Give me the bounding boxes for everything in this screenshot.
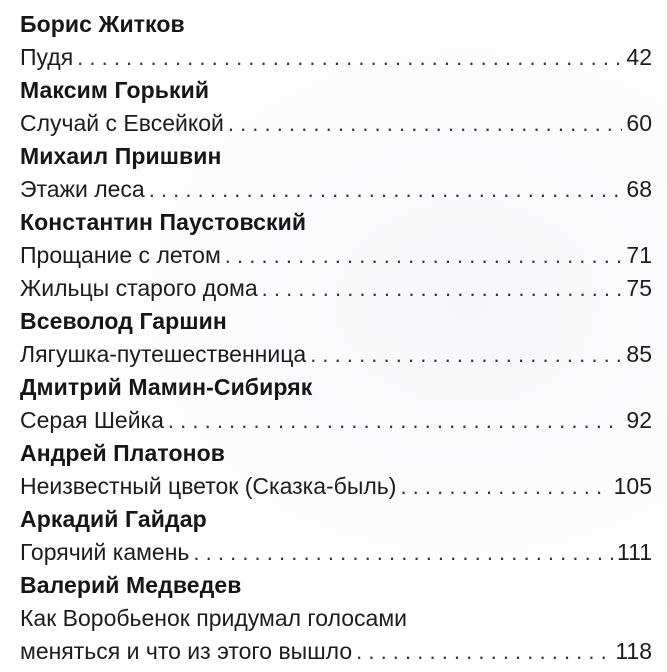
author-heading: Борис Житков	[20, 11, 185, 37]
toc-entry[interactable]	[20, 272, 652, 305]
page-number: 85	[626, 341, 652, 367]
dot-leader	[310, 338, 622, 371]
entry-title: Жильцы старого дома	[20, 275, 258, 301]
toc-entry[interactable]	[20, 536, 652, 569]
page-number: 118	[615, 638, 652, 664]
toc-entry[interactable]	[20, 107, 652, 140]
toc-entry[interactable]	[20, 41, 652, 74]
page-number: 75	[626, 275, 652, 301]
entry-title: Случай с Евсейкой	[20, 110, 224, 136]
author-heading: Валерий Медведев	[20, 572, 242, 598]
entry-title: Неизвестный цветок (Сказка-быль)	[20, 473, 397, 499]
entry-title: Лягушка-путешественница	[20, 341, 307, 367]
toc-entry[interactable]	[20, 239, 652, 272]
page-number: 42	[626, 44, 652, 70]
entry-title: Прощание с летом	[20, 242, 221, 268]
page-number: 111	[617, 539, 652, 565]
toc-entry[interactable]	[20, 173, 652, 206]
entry-title: Горячий камень	[20, 539, 190, 565]
dot-leader	[262, 272, 623, 305]
entry-title-line-2: меняться и что из этого вышло	[20, 638, 353, 664]
dot-leader	[228, 107, 623, 140]
author-heading: Андрей Платонов	[20, 440, 225, 466]
toc-entry[interactable]	[20, 404, 652, 437]
dot-leader	[225, 239, 623, 272]
entry-title: Пудя	[20, 44, 74, 70]
toc-entry[interactable]	[20, 602, 652, 668]
entry-title-line-1: Как Воробьенок придумал голосами	[20, 605, 408, 631]
dot-leader	[193, 536, 613, 569]
toc-entry[interactable]	[20, 338, 652, 371]
page-number: 68	[626, 176, 652, 202]
dot-leader	[400, 470, 609, 503]
author-heading: Аркадий Гайдар	[20, 506, 207, 532]
page-number: 60	[626, 110, 652, 136]
author-heading: Константин Паустовский	[20, 209, 307, 235]
dot-leader	[168, 404, 622, 437]
entry-title: Этажи леса	[20, 176, 145, 202]
page-number: 105	[613, 473, 652, 499]
author-heading: Максим Горький	[20, 77, 210, 103]
page-number: 92	[626, 407, 652, 433]
author-heading: Всеволод Гаршин	[20, 308, 227, 334]
author-heading: Дмитрий Мамин-Сибиряк	[20, 374, 313, 400]
dot-leader	[356, 635, 611, 668]
author-heading: Михаил Пришвин	[20, 143, 222, 169]
entry-title: Серая Шейка	[20, 407, 164, 433]
toc-entry[interactable]	[20, 470, 652, 503]
page-number: 71	[626, 242, 652, 268]
dot-leader	[149, 173, 623, 206]
dot-leader	[77, 41, 622, 74]
table-of-contents	[20, 8, 652, 668]
